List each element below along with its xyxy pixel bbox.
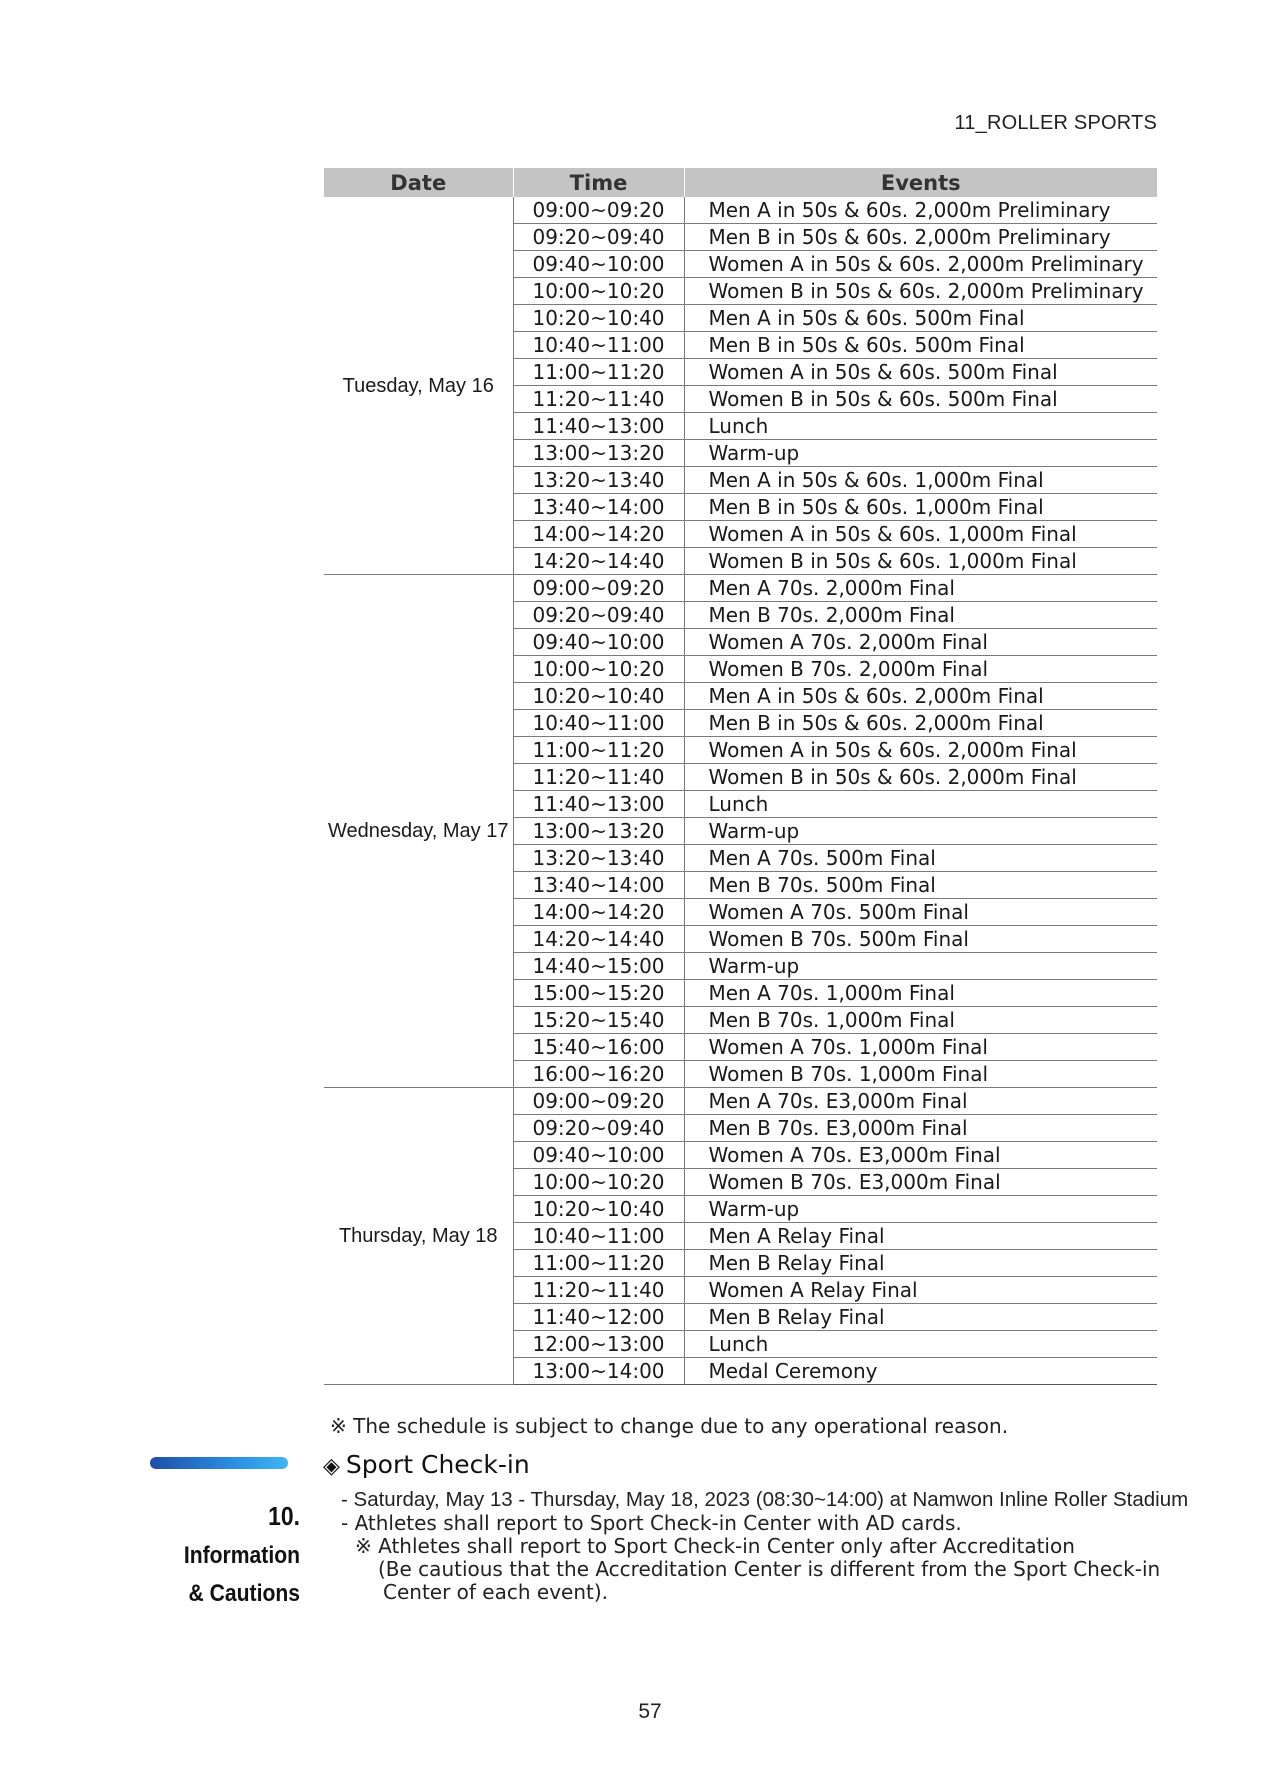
event-cell: Men A 70s. 1,000m Final <box>684 980 1157 1007</box>
date-cell: Tuesday, May 16 <box>324 197 513 575</box>
section-heading <box>168 1497 300 1613</box>
time-cell: 10:40~11:00 <box>513 332 684 359</box>
time-cell: 09:40~10:00 <box>513 251 684 278</box>
event-cell: Men A Relay Final <box>684 1223 1157 1250</box>
time-cell: 13:00~13:20 <box>513 818 684 845</box>
event-cell: Men A in 50s & 60s. 1,000m Final <box>684 467 1157 494</box>
event-cell: Men B Relay Final <box>684 1250 1157 1277</box>
checkin-line-caution-end: Center of each event). <box>383 1580 609 1604</box>
time-cell: 13:00~14:00 <box>513 1358 684 1385</box>
checkin-line-ad-cards: - Athletes shall report to Sport Check-in Center with AD cards. <box>341 1511 962 1535</box>
event-cell: Men B 70s. 1,000m Final <box>684 1007 1157 1034</box>
time-cell: 14:20~14:40 <box>513 548 684 575</box>
event-cell: Women B in 50s & 60s. 2,000m Preliminary <box>684 278 1157 305</box>
time-cell: 13:40~14:00 <box>513 494 684 521</box>
event-cell: Men B 70s. 2,000m Final <box>684 602 1157 629</box>
time-cell: 14:00~14:20 <box>513 521 684 548</box>
time-cell: 14:40~15:00 <box>513 953 684 980</box>
event-cell: Women A Relay Final <box>684 1277 1157 1304</box>
event-cell: Women A 70s. 2,000m Final <box>684 629 1157 656</box>
time-cell: 09:20~09:40 <box>513 1115 684 1142</box>
event-cell: Women A 70s. 1,000m Final <box>684 1034 1157 1061</box>
event-cell: Men B 70s. 500m Final <box>684 872 1157 899</box>
page-number: 57 <box>638 1700 662 1723</box>
section-accent-bar <box>150 1457 288 1469</box>
event-cell: Men B in 50s & 60s. 2,000m Final <box>684 710 1157 737</box>
event-cell: Women B 70s. 500m Final <box>684 926 1157 953</box>
time-cell: 09:00~09:20 <box>513 197 684 224</box>
event-cell: Men A 70s. E3,000m Final <box>684 1088 1157 1115</box>
date-cell: Thursday, May 18 <box>324 1088 513 1385</box>
column-header-date: Date <box>324 168 513 197</box>
time-cell: 09:40~10:00 <box>513 1142 684 1169</box>
time-cell: 11:00~11:20 <box>513 737 684 764</box>
event-cell: Lunch <box>684 1331 1157 1358</box>
time-cell: 13:00~13:20 <box>513 440 684 467</box>
event-cell: Women A 70s. 500m Final <box>684 899 1157 926</box>
checkin-title: Sport Check-in <box>345 1450 530 1479</box>
event-cell: Women A 70s. E3,000m Final <box>684 1142 1157 1169</box>
time-cell: 09:00~09:20 <box>513 1088 684 1115</box>
event-cell: Medal Ceremony <box>684 1358 1157 1385</box>
event-cell: Warm-up <box>684 818 1157 845</box>
time-cell: 11:20~11:40 <box>513 386 684 413</box>
time-cell: 15:40~16:00 <box>513 1034 684 1061</box>
event-cell: Women B 70s. E3,000m Final <box>684 1169 1157 1196</box>
event-cell: Men B in 50s & 60s. 500m Final <box>684 332 1157 359</box>
event-cell: Lunch <box>684 413 1157 440</box>
time-cell: 09:20~09:40 <box>513 602 684 629</box>
event-cell: Women A in 50s & 60s. 2,000m Preliminary <box>684 251 1157 278</box>
event-cell: Men B in 50s & 60s. 2,000m Preliminary <box>684 224 1157 251</box>
event-cell: Warm-up <box>684 1196 1157 1223</box>
event-cell: Women A in 50s & 60s. 500m Final <box>684 359 1157 386</box>
event-cell: Men A in 50s & 60s. 2,000m Final <box>684 683 1157 710</box>
event-cell: Men B Relay Final <box>684 1304 1157 1331</box>
section-title-line1: Information <box>183 1542 300 1569</box>
time-cell: 11:20~11:40 <box>513 1277 684 1304</box>
schedule-note: ※ The schedule is subject to change due to any operational reason. <box>330 1414 1009 1438</box>
event-cell: Men A 70s. 500m Final <box>684 845 1157 872</box>
event-cell: Women B 70s. 1,000m Final <box>684 1061 1157 1088</box>
time-cell: 11:20~11:40 <box>513 764 684 791</box>
time-cell: 16:00~16:20 <box>513 1061 684 1088</box>
date-cell: Wednesday, May 17 <box>324 575 513 1088</box>
time-cell: 09:00~09:20 <box>513 575 684 602</box>
section-number: 10. <box>268 1501 300 1531</box>
time-cell: 11:40~12:00 <box>513 1304 684 1331</box>
time-cell: 10:00~10:20 <box>513 278 684 305</box>
time-cell: 13:20~13:40 <box>513 467 684 494</box>
time-cell: 11:00~11:20 <box>513 359 684 386</box>
event-cell: Men B in 50s & 60s. 1,000m Final <box>684 494 1157 521</box>
event-cell: Women A in 50s & 60s. 2,000m Final <box>684 737 1157 764</box>
event-cell: Lunch <box>684 791 1157 818</box>
event-cell: Men A in 50s & 60s. 500m Final <box>684 305 1157 332</box>
time-cell: 11:40~13:00 <box>513 413 684 440</box>
checkin-line-caution: (Be cautious that the Accreditation Center is different from the Sport Check-in <box>378 1557 1161 1581</box>
time-cell: 13:40~14:00 <box>513 872 684 899</box>
checkin-heading <box>323 1450 530 1479</box>
time-cell: 10:20~10:40 <box>513 683 684 710</box>
table-row <box>324 1088 1157 1115</box>
time-cell: 10:20~10:40 <box>513 1196 684 1223</box>
event-cell: Women A in 50s & 60s. 1,000m Final <box>684 521 1157 548</box>
event-cell: Women B in 50s & 60s. 500m Final <box>684 386 1157 413</box>
schedule-table-body <box>324 197 1157 1385</box>
event-cell: Women B in 50s & 60s. 1,000m Final <box>684 548 1157 575</box>
time-cell: 10:00~10:20 <box>513 656 684 683</box>
table-row <box>324 575 1157 602</box>
section-title-line2: & Cautions <box>188 1580 300 1607</box>
event-cell: Women B 70s. 2,000m Final <box>684 656 1157 683</box>
time-cell: 13:20~13:40 <box>513 845 684 872</box>
column-header-time: Time <box>513 168 684 197</box>
time-cell: 11:40~13:00 <box>513 791 684 818</box>
event-cell: Warm-up <box>684 440 1157 467</box>
time-cell: 11:00~11:20 <box>513 1250 684 1277</box>
time-cell: 15:00~15:20 <box>513 980 684 1007</box>
time-cell: 10:00~10:20 <box>513 1169 684 1196</box>
time-cell: 10:20~10:40 <box>513 305 684 332</box>
event-cell: Women B in 50s & 60s. 2,000m Final <box>684 764 1157 791</box>
schedule-table-header <box>324 168 1157 197</box>
event-cell: Men B 70s. E3,000m Final <box>684 1115 1157 1142</box>
checkin-line-accreditation-note: ※ Athletes shall report to Sport Check-in Center only after Accreditation <box>355 1534 1075 1558</box>
event-cell: Warm-up <box>684 953 1157 980</box>
checkin-line-dates: - Saturday, May 13 - Thursday, May 18, 2023 (08:30~14:00) at Namwon Inline Roller Stadium <box>341 1488 1189 1511</box>
time-cell: 14:20~14:40 <box>513 926 684 953</box>
column-header-events: Events <box>684 168 1157 197</box>
table-row <box>324 197 1157 224</box>
time-cell: 10:40~11:00 <box>513 710 684 737</box>
time-cell: 14:00~14:20 <box>513 899 684 926</box>
time-cell: 09:40~10:00 <box>513 629 684 656</box>
diamond-bullet-icon: ◈ <box>323 1454 340 1479</box>
event-cell: Men A in 50s & 60s. 2,000m Preliminary <box>684 197 1157 224</box>
schedule-table <box>324 168 1157 1385</box>
time-cell: 12:00~13:00 <box>513 1331 684 1358</box>
time-cell: 15:20~15:40 <box>513 1007 684 1034</box>
time-cell: 10:40~11:00 <box>513 1223 684 1250</box>
event-cell: Men A 70s. 2,000m Final <box>684 575 1157 602</box>
running-header: 11_ROLLER SPORTS <box>954 112 1157 134</box>
time-cell: 09:20~09:40 <box>513 224 684 251</box>
